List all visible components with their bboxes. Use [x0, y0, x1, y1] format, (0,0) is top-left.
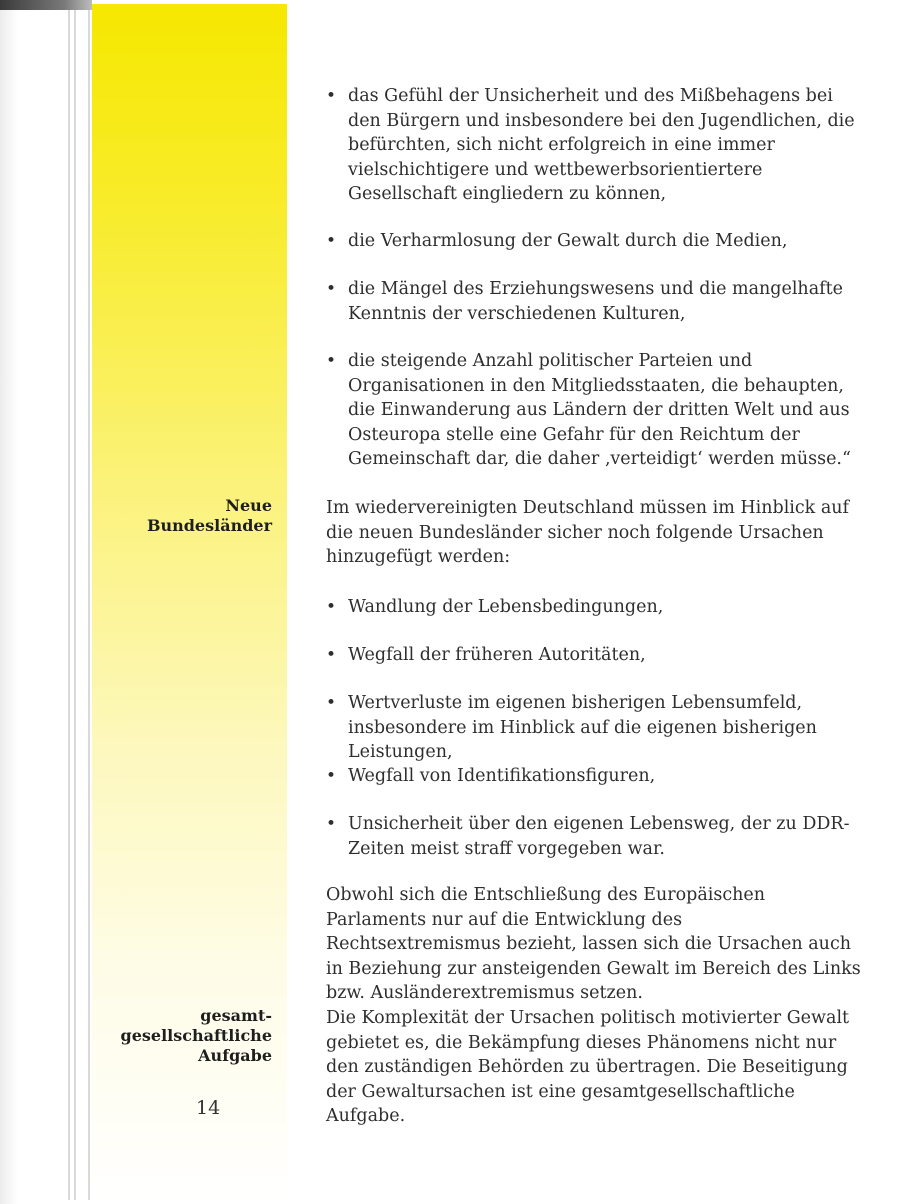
binding-line — [88, 10, 90, 1200]
scan-edge — [0, 0, 18, 1204]
margin-label-line: gesamt- — [200, 1006, 272, 1025]
list-item: • die steigende Anzahl politischer Parteien und Organisationen in den Mitgliedsstaaten, die behaupten, die Einwanderung aus Ländern der dritten Welt und aus Osteuropa stelle eine Gefahr für den Reichtum der Gemeinschaft dar, die daher ‚verteidigt‘ werden müsse.“ — [326, 349, 862, 472]
list-item: • die Mängel des Erziehungswesens und die mangelhafte Kenntnis der verschiedenen Kulturen, — [326, 277, 862, 326]
page-number: 14 — [196, 1097, 221, 1119]
list-item: • Wertverluste im eigenen bisherigen Lebensumfeld, insbesondere im Hinblick auf die eigenen bisherigen Leistungen, — [326, 691, 862, 765]
binding-line — [68, 10, 70, 1200]
margin-label-line: Neue — [225, 496, 272, 515]
list-item: • die Verharmlosung der Gewalt durch die Medien, — [326, 229, 862, 254]
scan-edge-mark — [0, 0, 92, 10]
margin-label-line: Aufgabe — [198, 1046, 272, 1065]
list-item: • Wegfall von Identifikationsfiguren, — [326, 764, 862, 789]
margin-label-neue-bundeslaender — [147, 496, 272, 536]
binding-line — [74, 10, 76, 1200]
paragraph-komplexitaet: Die Komplexität der Ursachen politisch motivierter Gewalt gebietet es, die Bekämpfung dieses Phänomens nicht nur den zuständigen Behörden zu übertragen. Die Beseitigung der Gewaltursachen ist eine gesamtgesellschaftliche Aufgabe. — [326, 1008, 850, 1127]
margin-label-gesamtgesellschaftliche-aufgabe — [121, 1006, 272, 1066]
paragraph-obwohl: Obwohl sich die Entschließung des Europäischen Parlaments nur auf die Entwicklung des Rechtsextremismus bezieht, lassen sich die Ursachen auch in Beziehung zur ansteigenden Gewalt im Bereich des Links bzw. Ausländerextremismus setzen. — [326, 885, 861, 1004]
list-item: • Unsicherheit über den eigenen Lebensweg, der zu DDR-Zeiten meist straff vorgegeben war. — [326, 812, 862, 861]
list-item: • Wandlung der Lebensbedingungen, — [326, 595, 862, 620]
margin-label-line: Bundesländer — [146, 516, 272, 535]
margin-label-line: gesellschaftliche — [120, 1026, 272, 1045]
list-item: • Wegfall der früheren Autoritäten, — [326, 643, 862, 668]
list-item: • das Gefühl der Unsicherheit und des Mißbehagens bei den Bürgern und insbesondere bei den Jugendlichen, die befürchten, sich nicht erfolgreich in eine immer vielschichtigere und wettbewerbsorientiertere Gesellschaft eingliedern zu können, — [326, 84, 862, 207]
paragraph-neue-bundeslaender: Im wiedervereinigten Deutschland müssen im Hinblick auf die neuen Bundesländer sicher noch folgende Ursachen hinzugefügt werden: — [326, 498, 850, 568]
